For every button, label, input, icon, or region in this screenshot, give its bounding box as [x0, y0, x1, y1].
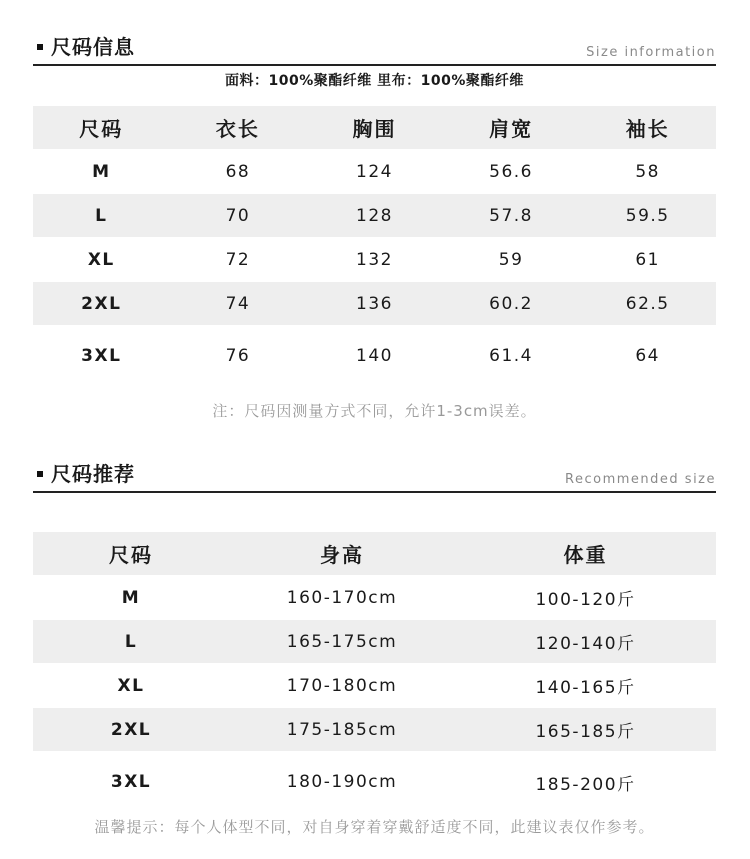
- table-cell: 140-165斤: [535, 678, 636, 698]
- bullet-icon: [37, 471, 43, 477]
- recommend-note: 温馨提示：每个人体型不同，对自身穿着穿戴舒适度不同，此建议表仅作参考。: [94, 818, 655, 836]
- table-cell: 2XL: [110, 719, 152, 740]
- table-cell: 170-180cm: [286, 675, 398, 696]
- table-cell: 70: [225, 205, 251, 226]
- column-header: 衣长: [215, 117, 260, 141]
- table-row: [33, 751, 716, 813]
- recommend-header: [33, 459, 716, 493]
- table-row: [33, 194, 716, 237]
- size-info-table: [33, 106, 716, 387]
- table-cell: 120-140斤: [535, 634, 636, 654]
- table-cell: 2XL: [81, 293, 122, 314]
- table-cell: 76: [225, 346, 251, 366]
- table-cell: 185-200斤: [535, 774, 636, 795]
- size-info-subtitle: Size information: [586, 45, 716, 60]
- size-info-title-text: 尺码信息: [51, 35, 135, 59]
- column-header: 身高: [320, 543, 364, 567]
- table-cell: M: [121, 587, 141, 608]
- column-header: 尺码: [79, 117, 124, 141]
- table-cell: M: [92, 161, 111, 182]
- table-cell: 59.5: [625, 205, 670, 226]
- size-info-title: [33, 31, 135, 60]
- table-cell: XL: [117, 675, 145, 696]
- column-header: 胸围: [352, 117, 397, 141]
- column-header: 袖长: [625, 117, 670, 141]
- table-row: [33, 149, 716, 194]
- table-cell: 132: [356, 249, 393, 270]
- table-cell: 64: [635, 346, 660, 366]
- table-cell: 3XL: [81, 346, 122, 366]
- table-cell: 58: [635, 161, 660, 182]
- table-row: [33, 282, 716, 325]
- table-cell: 140: [356, 346, 393, 366]
- table-cell: 100-120斤: [535, 590, 636, 610]
- table-row: [33, 325, 716, 387]
- table-row: [33, 663, 716, 708]
- recommend-title-text: 尺码推荐: [51, 462, 135, 486]
- size-info-header-row: [33, 106, 716, 149]
- table-cell: 57.8: [489, 205, 533, 226]
- table-cell: 68: [225, 161, 251, 182]
- table-cell: 165-175cm: [286, 631, 398, 652]
- material-line: 面料：100%聚酯纤维 里布：100%聚酯纤维: [225, 73, 524, 89]
- table-cell: 62.5: [625, 293, 670, 314]
- table-row: [33, 620, 716, 663]
- table-cell: 136: [356, 293, 393, 314]
- table-cell: 180-190cm: [286, 772, 398, 792]
- bullet-icon: [37, 44, 43, 50]
- column-header: 肩宽: [489, 117, 534, 141]
- recommend-subtitle: Recommended size: [565, 472, 716, 487]
- column-header: 体重: [563, 543, 608, 567]
- measurement-note: 注：尺码因测量方式不同，允许1-3cm误差。: [212, 402, 537, 420]
- table-cell: L: [95, 205, 108, 226]
- table-cell: 61.4: [489, 346, 533, 366]
- table-cell: 165-185斤: [535, 722, 636, 742]
- recommend-title: [33, 458, 135, 487]
- table-row: [33, 708, 716, 751]
- table-cell: 160-170cm: [286, 587, 398, 608]
- size-info-header: [33, 32, 716, 66]
- table-cell: 60.2: [489, 293, 533, 314]
- table-cell: 128: [356, 205, 393, 226]
- table-cell: 56.6: [489, 161, 533, 182]
- table-cell: 3XL: [110, 772, 152, 792]
- table-row: [33, 575, 716, 620]
- table-cell: 59: [498, 249, 524, 270]
- column-header: 尺码: [109, 543, 153, 567]
- table-cell: 124: [356, 161, 393, 182]
- table-cell: L: [124, 631, 138, 652]
- table-cell: 74: [225, 293, 251, 314]
- table-cell: 61: [635, 249, 660, 270]
- table-cell: 175-185cm: [286, 719, 398, 740]
- recommend-header-row: [33, 532, 716, 575]
- table-cell: XL: [87, 249, 115, 270]
- table-cell: 72: [225, 249, 251, 270]
- table-row: [33, 237, 716, 282]
- recommend-table: [33, 532, 716, 813]
